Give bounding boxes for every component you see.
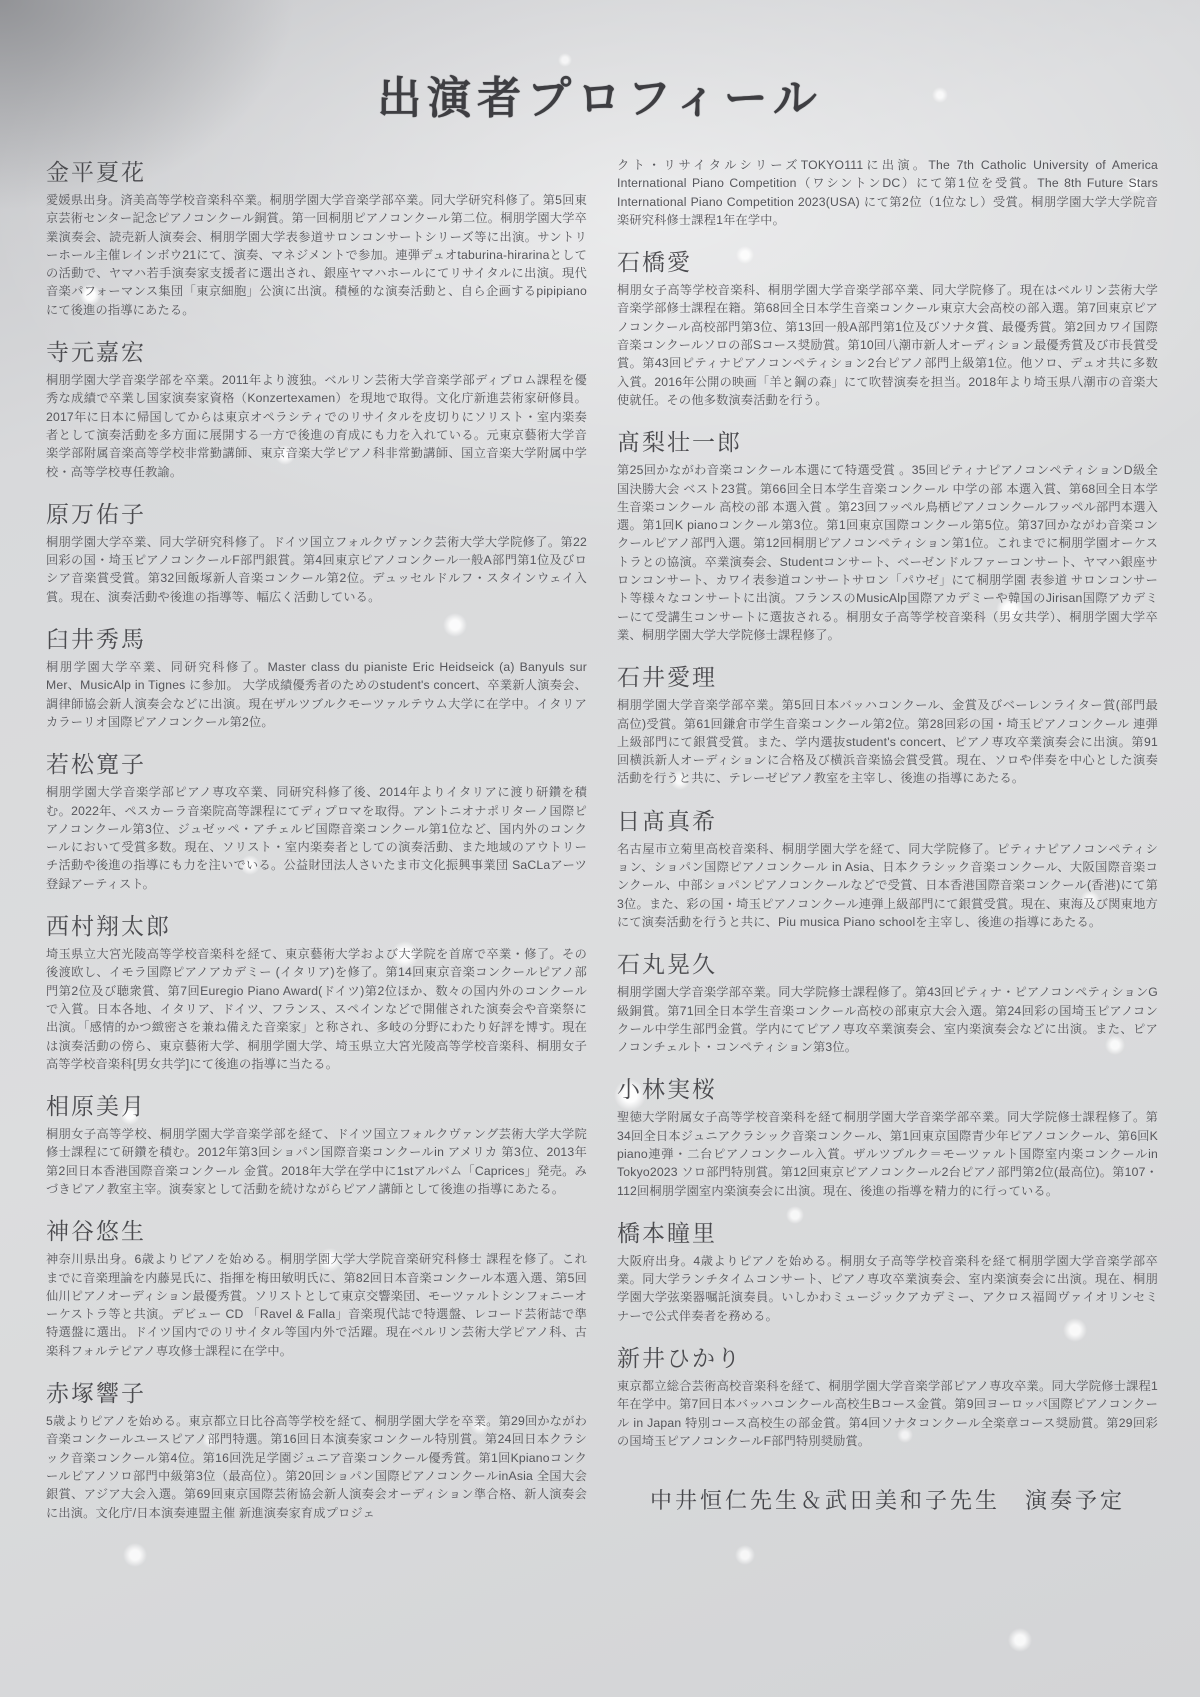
profile-block: [617, 803, 1158, 931]
performer-name: 原万佑子: [46, 500, 146, 527]
profile-block: [617, 659, 1158, 787]
page-title: 出演者プロフィール: [377, 74, 823, 123]
performer-bio: 桐朋学園大学音楽学部卒業。第5回日本バッハコンクール、金賞及びベーレンライター賞(部門最高位)受賞。第61回鎌倉市学生音楽コンクール第2位。第28回彩の国・埼玉ピアノコンクール 連弾上級部門にて銀賞受賞。また、学内選抜student's concert、ピアノ専攻卒業演奏会に出演。第91回横浜新人オーディションに合格及び横浜音楽協会賞受賞。現在、ソロや伴奏を中心とした演奏活動を行うと共に、テレーゼピアノ教室を主宰し、後進の指導にあたる。: [617, 698, 1158, 786]
performer-bio: 埼玉県立大宮光陵高等学校音楽科を経て、東京藝術大学および大学院を首席で卒業・修了。その後渡欧し、イモラ国際ピアノアカデミー (イタリア)を修了。第14回東京音楽コンクールピアノ部門第2位及び聴衆賞、第7回Euregio Piano Award(ドイツ)第2位ほか、数々の国内外のコンクールで入賞。日本各地、イタリア、ドイツ、フランス、スペインなどで開催された演奏会や音楽祭に出演。「感情的かつ緻密さを兼ね備えた音楽家」と称され、多岐の分野にわたり好評を博す。現在は演奏活動の傍ら、東京藝術大学、桐朋学園大学、埼玉県立大宮光陵高等学校音楽科、桐朋女子高等学校音楽科[男女共学]にて後進の指導に当たる。: [46, 947, 587, 1071]
performer-name: 小林実桜: [617, 1076, 717, 1103]
performer-name: 西村翔太郎: [46, 913, 171, 940]
performer-bio: 桐朋学園大学卒業、同大学研究科修了。ドイツ国立フォルクヴァンク芸術大学大学院修了。第22回彩の国・埼玉ピアノコンクールF部門銀賞。第4回東京ピアノコンクール一般A部門第1位及びロシア音楽賞受賞。第32回飯塚新人音楽コンクール第2位。デュッセルドルフ・スタインウェイ入賞。現在、演奏活動や後進の指導等、幅広く活動している。: [46, 534, 587, 604]
performer-name: 神谷悠生: [46, 1218, 146, 1245]
performer-name: 橋本瞳里: [617, 1219, 717, 1246]
performer-bio: 東京都立総合芸術高校音楽科を経て、桐朋学園大学音楽学部ピアノ専攻卒業。同大学院修士課程1年在学中。第7回日本バッハコンクール高校生Bコース金賞。第9回ヨーロッパ国際ピアノコンクール in Japan 特別コース高校生の部金賞。第4回ソナタコンクール全楽章コース奨励賞。第29回彩の国埼玉ピアノコンクールF部門特別奨励賞。: [617, 1379, 1158, 1448]
performer-name: 金平夏花: [46, 159, 146, 185]
performer-bio: 愛媛県出身。済美高等学校音楽科卒業。桐朋学園大学音楽学部卒業。同大学研究科修了。第5回東京芸術センター記念ピアノコンクール銅賞。第一回桐朋ピアノコンクール第二位。桐朋学園大学卒業演奏会、読売新人演奏会、桐朋学園大学表参道サロンコンサートシリーズ等に出演。サントリーホール主催レインボウ21にて、演奏、マネジメントで参加。連弾デュオtaburina-hirarinaとしての活動で、ヤマハ若手演奏家支援者に選出され、銀座ヤマハホールにてリサイタルに出演。現代音楽パフォーマンス集団「東京細胞」公演に出演。積極的な演奏活動と、自ら企画するpipipianoにて後進の指導にあたる。: [46, 193, 587, 317]
profile-block: [617, 1340, 1158, 1450]
performer-name: 石橋愛: [617, 249, 692, 276]
left-column: [46, 146, 587, 1522]
performer-bio: 神奈川県出身。6歳よりピアノを始める。桐朋学園大学大学院音楽研究科修士 課程を修了。これまでに音楽理論を内藤晃氏に、指揮を梅田敏明氏に、第82回日本音楽コンクール本選入選、第5回仙川ピアノオーディション最優秀賞。ソリストとして東京交響楽団、モーツァルトシンフォニーオーケストラ等と共演。デビュー CD 「Ravel & Falla」音楽現代誌で特選盤、レコード芸術誌で準特選盤に選出。ドイツ国内でのリサイタル等国内外で活躍。現在ベルリン芸術大学ピアノ科、古楽科フォルテピアノ専攻修士課程に在学中。: [46, 1252, 587, 1358]
profile-block: [617, 244, 1158, 409]
performer-bio: 聖徳大学附属女子高等学校音楽科を経て桐朋学園大学音楽学部卒業。同大学院修士課程修了。第34回全日本ジュニアクラシック音楽コンクール、第1回東京国際青少年ピアノコンクール、第6回K piano連弾・二台ピアノコンクール入賞。ザルツブルク＝モーツァルト国際室内楽コンクールin Tokyo2023 ソロ部門特別賞。第12回東京ピアノコンクール2台ピアノ部門第2位(最高位)。第107・112回桐朋学園室内楽演奏会に出演。現在、後進の指導を精力的に行っている。: [617, 1110, 1158, 1198]
bio-continuation: クト・リサイタルシリーズTOKYO111に出演。The 7th Catholic University of America International Piano Competition（ワシントンDC）にて第1位を受賞。The 8th Future Stars International Piano Competition 2023(USA) にて第2位（1位なし）受賞。桐朋学園大学大学院音楽研究科修士課程1年在学中。: [617, 158, 1158, 227]
performer-name: 新井ひかり: [617, 1345, 742, 1372]
profile-block: [46, 908, 587, 1073]
profile-block: [46, 1088, 587, 1198]
performer-name: 赤塚響子: [46, 1380, 146, 1407]
performer-bio: 名古屋市立菊里高校音楽科、桐朋学園大学を経て、同大学院修了。ピティナピアノコンペティション、ショパン国際ピアノコンクール in Asia、日本クラシック音楽コンクール、大阪国際音楽コンクール、中部ショパンピアノコンクールなどで受賞、日本香港国際音楽コンクール(香港)にて第3位。また、彩の国・埼玉ピアノコンクール連弾上級部門にて銀賞受賞。現在、東海及び関東地方にて演奏活動を行うと共に、Piu musica Piano schoolを主宰し、後進の指導にあたる。: [617, 841, 1158, 929]
performer-bio: 桐朋女子高等学校音楽科、桐朋学園大学音楽学部卒業、同大学院修了。現在はベルリン芸術大学音楽学部修士課程在籍。第68回全日本学生音楽コンクール東京大会高校の部入選。第7回東京ピアノコンクール高校部門第3位、第13回一般A部門第1位及びソナタ賞、最優秀賞。第2回カワイ国際音楽コンクールソロの部Sコース奨励賞。第10回八潮市新人オーディション最優秀賞及び市長賞受賞。第43回ピティナピアノコンペティション2台ピアノ部門上級第1位。他ソロ、デュオ共に多数入賞。2016年公開の映画「羊と鋼の森」にて吹替演奏を担当。2018年より埼玉県八潮市の音楽大使就任。その他多数演奏活動を行う。: [617, 283, 1158, 407]
performer-bio: 第25回かながわ音楽コンクール本選にて特選受賞 。35回ピティナピアノコンペティションD級全国決勝大会 ベスト23賞。第66回全日本学生音楽コンクール 中学の部 本選入賞、第68回全日本学生音楽コンクール 高校の部 本選入賞 。第23回フッペル鳥栖ピアノコンクールフッペル部門本選入選。第1回K pianoコンクール第3位。第1回東京国際コンクール第5位。第37回かながわ音楽コンクールピアノ部門入選。第12回桐朋ピアノコンペティション第1位。これまでに桐朋学園オーケストラとの協演。卒業演奏会、Studentコンサート、ベーゼンドルファーコンサート、ヤマハ銀座サロンコンサート、カワイ表参道コンサートサロン「パウゼ」にて桐朋学園 表参道 サロンコンサート等様々なコンサートに出演。フランスのMusicAlp国際アカデミーや韓国のJirisan国際アカデミーにて受講生コンサートに選抜される。桐朋女子高等学校音楽科（男女共学）、桐朋学園大学卒業、桐朋学園大学大学院修士課程修了。: [617, 463, 1158, 642]
profile-block: [617, 946, 1158, 1056]
profile-block: [46, 621, 587, 731]
performer-name: 若松寛子: [46, 751, 146, 778]
profile-block: [46, 1213, 587, 1360]
performer-bio: 桐朋女子高等学校、桐朋学園大学音楽学部を経て、ドイツ国立フォルクヴァング芸術大学大学院修士課程にて研鑽を積む。2012年第3回ショパン国際音楽コンクールin アメリカ 第3位、2013年第2回日本香港国際音楽コンクール 金賞。2018年大学在学中に1stアルバム「Caprices」発売。みづきピアノ教室主宰。演奏家として活動を続けながらピアノ講師として後進の指導にあたる。: [46, 1127, 587, 1196]
right-column: [617, 146, 1158, 1515]
performer-name: 石井愛理: [617, 664, 717, 691]
performer-name: 髙梨壮一郎: [617, 429, 742, 456]
profile-block: [46, 1375, 587, 1522]
teachers-performance-note: 中井恒仁先生＆武田美和子先生 演奏予定: [649, 1488, 1125, 1514]
performer-name: 日髙真希: [617, 807, 717, 834]
profile-block: [46, 496, 587, 606]
two-column-layout: [0, 126, 1200, 1522]
performer-bio: 桐朋学園大学卒業、同研究科修了。Master class du pianiste Eric Heidseick (a) Banyuls sur Mer、MusicAlp in Tignes に参加。 大学成績優秀者のためのstudent's concert、卒業新人演奏会、調律師協会新人演奏会などに出演。現在ザルツブルクモーツァルテウム大学に在学中。イタリア カラーリオ国際ピアノコンクール第2位。: [46, 660, 587, 729]
profile-block: [46, 746, 587, 893]
profile-block: [617, 424, 1158, 644]
performer-name: 相原美月: [46, 1093, 146, 1120]
performer-bio: 大阪府出身。4歳よりピアノを始める。桐朋女子高等学校音楽科を経て桐朋学園大学音楽学部卒業。同大学ランチタイムコンサート、ピアノ専攻卒業演奏会、室内楽演奏会に出演。現在、桐朋学園大学弦楽器嘱託演奏員。いしかわミュージックアカデミー、アクロス福岡ヴァイオリンセミナーで公式伴奏者を務める。: [617, 1253, 1158, 1323]
performer-name: 臼井秀馬: [46, 626, 146, 653]
performer-name: 寺元嘉宏: [46, 339, 146, 366]
profile-block: [617, 1215, 1158, 1325]
performer-bio: 5歳よりピアノを始める。東京都立日比谷高等学校を経て、桐朋学園大学を卒業。第29回かながわ音楽コンクールユースピアノ部門特選。第16回日本演奏家コンクール特別賞。第24回日本クラシック音楽コンクール第4位。第16回洗足学園ジュニア音楽コンクール優秀賞。第1回Kpianoコンクールピアノソロ部門中級第3位（最高位）。第20回ショパン国際ピアノコンクールinAsia 全国大会銀賞、アジア大会入選。第69回東京国際芸術協会新人演奏会オーディション準合格、新人演奏会に出演。文化庁/日本演奏連盟主催 新進演奏家育成プロジェ: [46, 1414, 587, 1520]
performer-bio: 桐朋学園大学音楽学部ピアノ専攻卒業、同研究科修了後、2014年よりイタリアに渡り研鑽を積む。2022年、ペスカーラ音楽院高等課程にてディプロマを取得。アントニオナポリターノ国際ピアノコンクール第3位、ジュゼッペ・アチェルビ国際音楽コンクール第1位など、国内外のコンクールにおいて受賞多数。現在、ソリスト・室内楽奏者としての演奏活動、また地域のアウトリーチ活動や後進の指導にも力を注いでいる。公益財団法人さいたま市文化振興事業団 SaCLaアーツ登録アーティスト。: [46, 785, 587, 891]
performer-name: 石丸晃久: [617, 951, 717, 978]
profile-block: [46, 334, 587, 481]
profile-block: [46, 154, 587, 319]
performer-bio: 桐朋学園大学音楽学部を卒業。2011年より渡独。ベルリン芸術大学音楽学部ディプロム課程を優秀な成績で卒業し国家演奏家資格（Konzertexamen）を現地で取得。文化庁新進芸術家研修員。2017年に日本に帰国してからは東京オペラシティでのリサイタルを皮切りにソリスト・室内楽奏者として演奏活動を多方面に展開する一方で後進の育成にも力を入れている。元東京藝術大学音楽学部附属音楽高等学校非常勤講師、東京音楽大学ピアノ科非常勤講師、国立音楽大学附属中学校・高等学校専任教諭。: [46, 373, 587, 479]
performer-bio: 桐朋学園大学音楽学部卒業。同大学院修士課程修了。第43回ピティナ・ピアノコンペティションG級銅賞。第71回全日本学生音楽コンクール高校の部東京大会入選。第24回彩の国埼玉ピアノコンクール中学生部門金賞。学内にてピアノ専攻卒業演奏会、室内楽演奏会などに出演。また、ピアノコンチェルト・コンペティション第3位。: [617, 985, 1158, 1055]
profile-block: [617, 1071, 1158, 1199]
